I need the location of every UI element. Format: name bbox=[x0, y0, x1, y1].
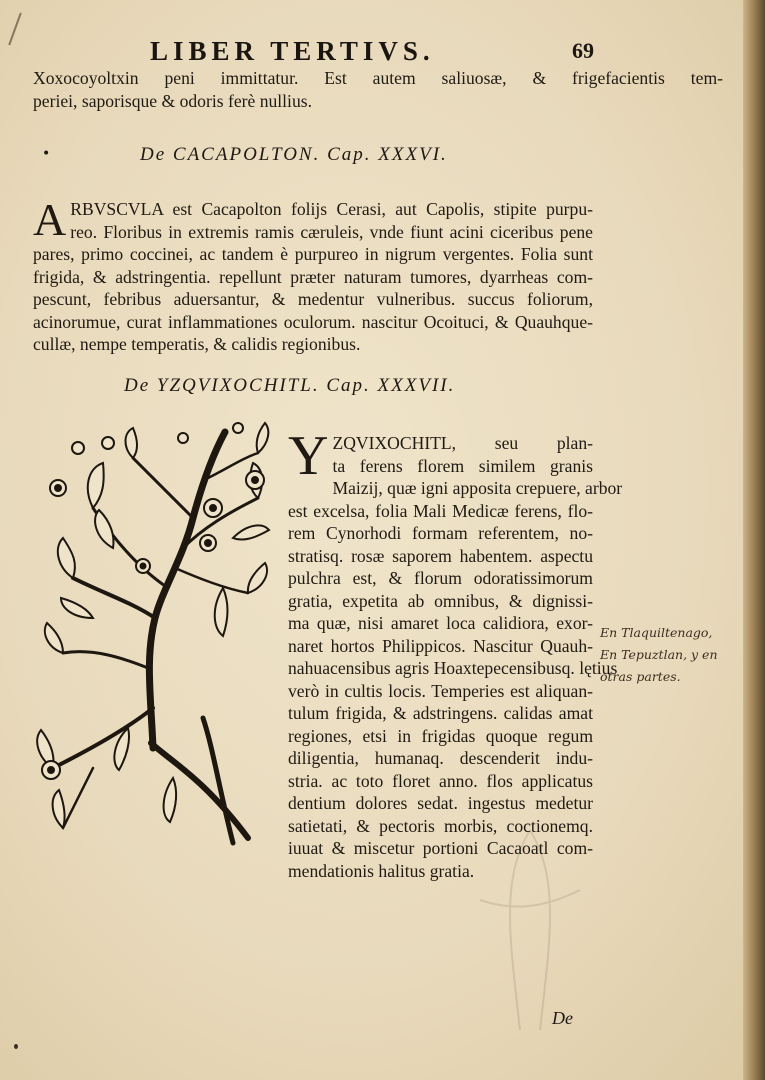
text-line: mendationis halitus gratia. bbox=[288, 860, 475, 881]
plant-woodcut-illustration bbox=[33, 418, 273, 848]
text-line: dentium dolores sedat. ingestus medetur bbox=[288, 793, 593, 813]
text-line: diligentia, humanaq. descenderit indu- bbox=[288, 748, 593, 768]
text-line: acinorumue, curat inflammationes oculorum. nascitur Ocoituci, & Quauhque- bbox=[33, 311, 593, 332]
chapter-36-paragraph bbox=[33, 194, 593, 356]
bullet-mark: • bbox=[42, 146, 51, 162]
text-line: RBVSCVLA est Cacapolton folijs Cerasi, aut Capolis, stipite purpu- bbox=[70, 199, 593, 219]
margin-note-line: otras partes. bbox=[600, 669, 681, 684]
ink-mark bbox=[8, 13, 22, 46]
text-line: cullæ, nempe temperatis, & calidis regionibus. bbox=[33, 334, 361, 354]
catchword: De bbox=[552, 1008, 573, 1028]
margin-note-line: En Tlaquiltenago, bbox=[600, 625, 713, 640]
chapter-heading-36: De CACAPOLTON. Cap. XXXVI. bbox=[140, 144, 448, 165]
running-title: LIBER TERTIVS. bbox=[150, 36, 435, 66]
running-header bbox=[110, 36, 710, 70]
text-line: pulchra est, & florum odoratissimorum bbox=[288, 568, 593, 588]
text-line: reo. Floribus in extremis ramis cæruleis, vnde fiunt acini ciceribus pene bbox=[70, 221, 593, 242]
text-line: Xoxocoyoltxin peni immittatur. Est autem saliuosæ, & frigefacientis tem- bbox=[33, 68, 723, 88]
text-line: periei, saporisque & odoris ferè nullius. bbox=[33, 90, 312, 111]
text-line: Maizij, quæ igni apposita crepuere, arbor bbox=[332, 478, 623, 498]
text-line: gratia, expetita ab omnibus, & dignissi- bbox=[288, 590, 593, 611]
text-line: ma quæ, nisi amaret loca calidiora, exor- bbox=[288, 613, 593, 633]
text-line: est excelsa, folia Mali Medicæ ferens, flo- bbox=[288, 500, 593, 521]
text-line: frigida, & adstringentia. repellunt præter naturam tumores, dyarrheas com- bbox=[33, 266, 593, 287]
text-line: rem Cynorhodi formam referentem, no- bbox=[288, 523, 593, 543]
text-line: stratisq. rosæ saporem habentem. aspectu bbox=[288, 545, 593, 566]
page-number: 69 bbox=[572, 38, 594, 63]
carryover-text bbox=[33, 67, 723, 112]
handwritten-margin-note bbox=[600, 622, 760, 688]
text-line: satietati, & pectoris morbis, coctionemq. bbox=[288, 815, 593, 836]
text-line: stria. ac toto floret anno. flos applicatus bbox=[288, 770, 593, 791]
text-line: iuuat & miscetur portioni Cacaoatl com- bbox=[288, 838, 593, 858]
chapter-37-paragraph bbox=[288, 425, 623, 882]
text-line: pares, primo coccinei, ac tandem è purpureo in nigrum vergentes. Folia sunt bbox=[33, 244, 593, 264]
text-line: naret hortos Philippicos. Nascitur Quauh- bbox=[288, 635, 593, 656]
text-line: ta ferens florem similem granis bbox=[332, 455, 593, 476]
text-line: pescunt, febribus aduersantur, & medentur vulneribus. succus foliorum, bbox=[33, 289, 593, 309]
drop-cap: Y bbox=[288, 425, 329, 487]
page-gutter-shadow bbox=[743, 0, 765, 1080]
ink-dot bbox=[14, 1044, 18, 1049]
text-line: tulum frigida, & adstringens. calidas amat bbox=[288, 703, 593, 723]
text-line: verò in cultis locis. Temperies est aliquan- bbox=[288, 680, 593, 701]
text-line: regiones, etsi in frigidas quoque regum bbox=[288, 725, 593, 746]
chapter-heading-37: De YZQVIXOCHITL. Cap. XXXVII. bbox=[124, 375, 456, 396]
margin-note-line: En Tepuztlan, y en bbox=[600, 647, 718, 662]
text-line: ZQVIXOCHITL, seu plan- bbox=[332, 433, 593, 453]
text-line: nahuacensibus agris Hoaxtepecensibusq. lętius bbox=[288, 658, 618, 678]
drop-cap: A bbox=[33, 194, 67, 245]
